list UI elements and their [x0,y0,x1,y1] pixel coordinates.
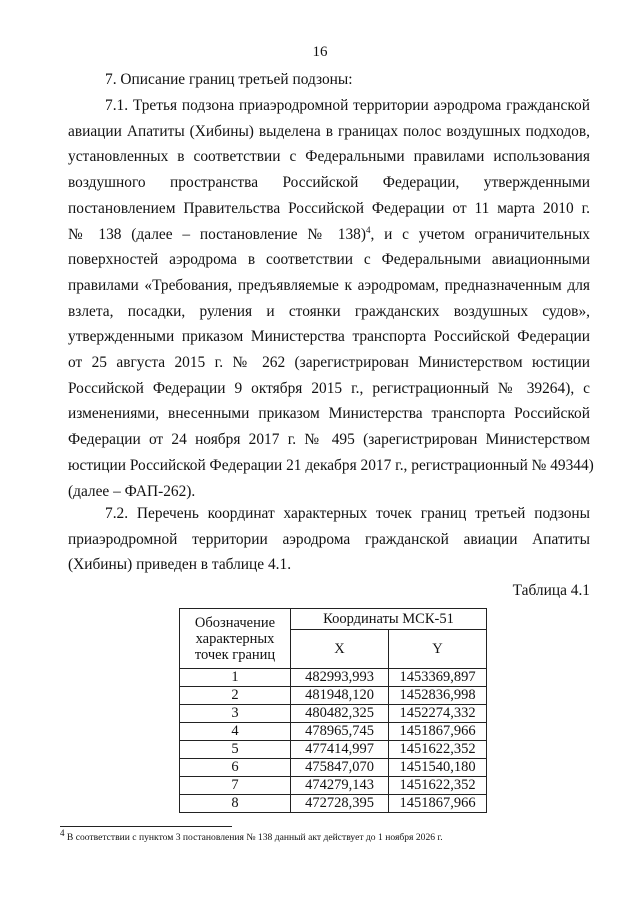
x-coordinate-cell: 472728,395 [291,795,389,813]
y-coordinate-cell: 1452836,998 [389,687,487,705]
x-coordinate-cell: 482993,993 [291,669,389,687]
header-point-line: точек границ [194,646,276,663]
footnote [60,827,443,843]
table-row [180,741,487,759]
p1-line: (далее – ФАП-262). [68,482,196,500]
header-point-line: Обозначение [194,614,276,631]
header-point-designation [180,609,291,669]
x-coordinate-cell: 478965,745 [291,723,389,741]
coordinates-table [179,608,487,813]
paragraph-7-1 [68,93,594,504]
p2-line: приаэродромной территории аэродрома гражданской авиации Апатиты [68,530,590,548]
footnote-text: В соответствии с пунктом 3 постановления № 138 данный акт действует до 1 ноября 2026 г. [66,832,443,843]
point-number-cell: 7 [180,777,291,795]
table-row [180,705,487,723]
p1-line: установленных в соответствии с Федеральными правилами использования [68,148,590,166]
x-coordinate-cell: 475847,070 [291,759,389,777]
p2-line: (Хибины) приведен в таблице 4.1. [68,556,292,574]
x-coordinate-cell: 480482,325 [291,705,389,723]
table-row [180,723,487,741]
point-number-cell: 6 [180,759,291,777]
p1-line-head: № 138 (далее – постановление № 138) [68,225,366,243]
y-coordinate-cell: 1451867,966 [389,723,487,741]
p1-line: постановлением Правительства Российской Федерации от 11 марта 2010 г. [68,199,590,217]
section-heading: 7. Описание границ третьей подзоны: [105,71,353,88]
p1-line: изменениями, внесенными приказом Министерства транспорта Российской [68,405,590,423]
p1-line: правилами «Требования, предъявляемые к аэродромам, предназначенным для [68,276,590,294]
header-y: Y [389,630,487,669]
x-coordinate-cell: 481948,120 [291,687,389,705]
p2-line: 7.2. Перечень координат характерных точек границ третьей подзоны [105,505,590,522]
point-number-cell: 1 [180,669,291,687]
y-coordinate-cell: 1451540,180 [389,759,487,777]
paragraph-7-2 [68,501,590,578]
table-caption: Таблица 4.1 [512,582,590,599]
point-number-cell: 5 [180,741,291,759]
table-body [180,669,487,813]
y-coordinate-cell: 1452274,332 [389,705,487,723]
point-number-cell: 8 [180,795,291,813]
header-x: X [291,630,389,669]
point-number-cell: 2 [180,687,291,705]
point-number-cell: 3 [180,705,291,723]
footnote-reference: 4 [365,224,371,235]
header-coordinates: Координаты МСК-51 [291,609,487,630]
p1-line: Федерации от 24 ноября 2017 г. № 495 (зарегистрирован Министерством [68,431,590,449]
x-coordinate-cell: 474279,143 [291,777,389,795]
p1-line: утвержденными приказом Министерства транспорта Российской Федерации [68,328,590,346]
p1-line-with-footnote [68,222,590,248]
x-coordinate-cell: 477414,997 [291,741,389,759]
page-number: 16 [312,44,328,60]
table-row [180,777,487,795]
p1-line: Российской Федерации 9 октября 2015 г., регистрационный № 39264), с [68,379,590,397]
p1-line: взлета, посадки, руления и стоянки гражданских воздушных судов», [68,302,590,320]
y-coordinate-cell: 1453369,897 [389,669,487,687]
table-row [180,795,487,813]
p1-line: поверхностей аэродрома в соответствии с Федеральными авиационными [68,251,590,269]
p1-line: юстиции Российской Федерации 21 декабря 2017 г., регистрационный № 49344) [68,456,594,474]
table-row [180,669,487,687]
header-point-line: характерных [195,630,275,647]
p1-line: авиации Апатиты (Хибины) выделена в границах полос воздушных подходов, [68,122,590,140]
y-coordinate-cell: 1451622,352 [389,741,487,759]
p1-line: воздушного пространства Российской Федерации, утвержденными [68,174,590,192]
footnote-marker: 4 [60,827,65,838]
table-row [180,687,487,705]
table-row [180,759,487,777]
p1-line: 7.1. Третья подзона приаэродромной территории аэродрома гражданской [105,97,590,114]
y-coordinate-cell: 1451867,966 [389,795,487,813]
p1-line-tail: , и с учетом ограничительных [370,225,590,243]
point-number-cell: 4 [180,723,291,741]
p1-line: от 25 августа 2015 г. № 262 (зарегистрирован Министерством юстиции [68,354,590,372]
y-coordinate-cell: 1451622,352 [389,777,487,795]
footnote-divider [60,826,232,827]
